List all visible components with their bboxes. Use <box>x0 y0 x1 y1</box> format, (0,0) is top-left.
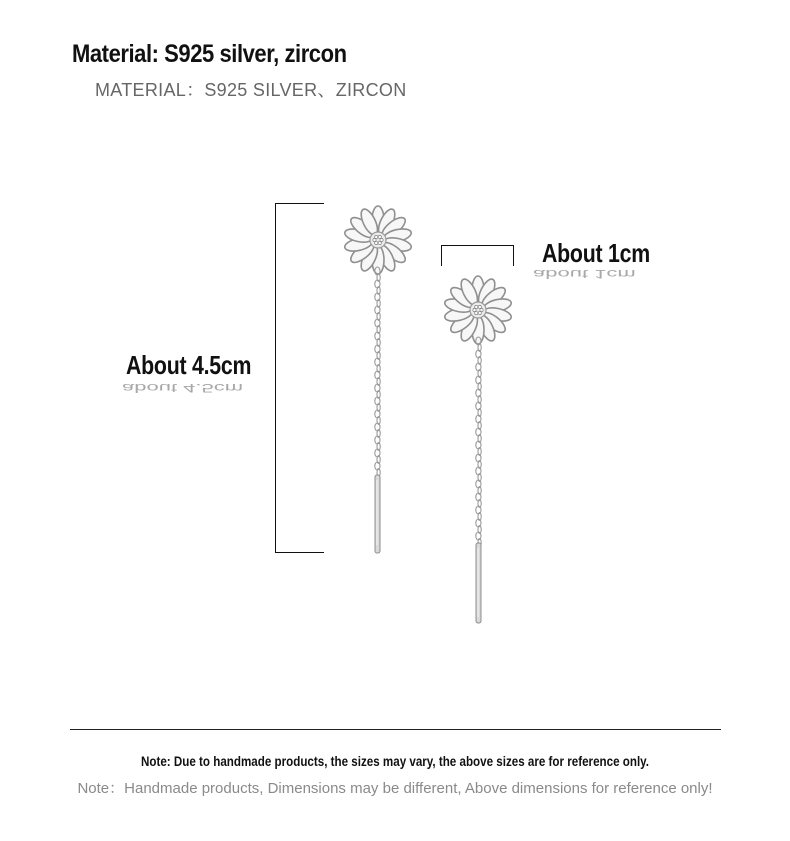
divider-line <box>70 729 721 730</box>
length-label: About 4.5cm <box>126 350 252 380</box>
footer-note-sub: Note：Handmade products, Dimensions may be different, Above dimensions for reference only! <box>77 780 713 797</box>
page-title: Material: S925 silver, zircon <box>72 40 347 68</box>
daisy-earring-left-icon <box>330 195 430 560</box>
page-subtitle: MATERIAL：S925 SILVER、ZIRCON <box>95 80 407 100</box>
daisy-earring-right-icon <box>430 265 530 630</box>
width-label: About 1cm <box>542 238 650 268</box>
width-label-sub: about 1cm <box>533 267 636 281</box>
length-bracket <box>275 203 324 553</box>
footer-note: Note: Due to handmade products, the sizes may vary, the above sizes are for reference only. <box>141 754 649 769</box>
width-bracket <box>441 245 514 266</box>
length-label-sub: about 4.5cm <box>122 381 244 395</box>
